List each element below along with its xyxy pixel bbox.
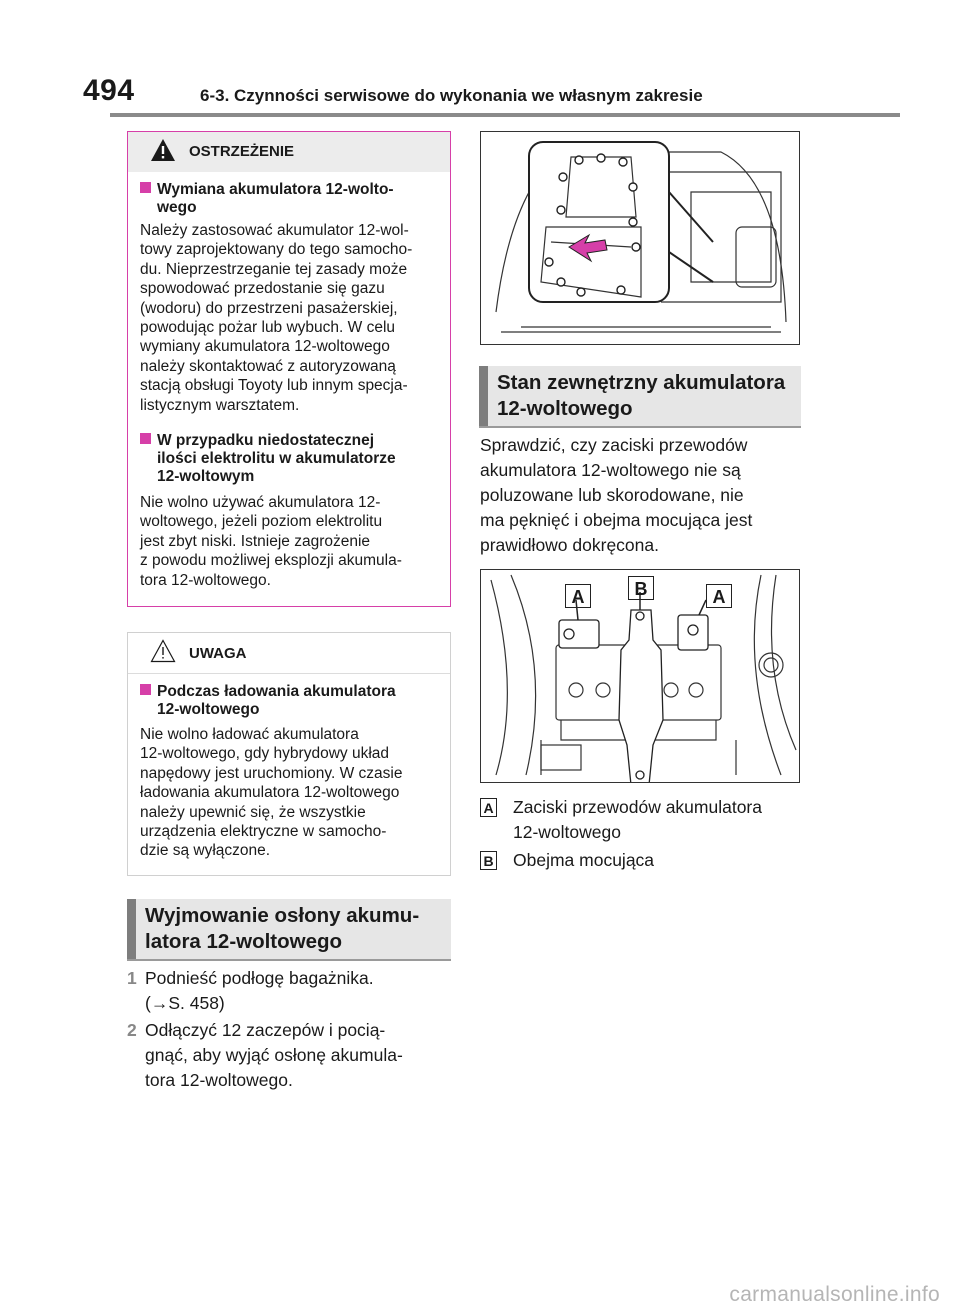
legend-tag: B bbox=[480, 851, 497, 870]
warning-item2-text: Nie wolno używać akumulatora 12- woltowego, jeżeli poziom elektrolitu jest zbyt niski. Istnieje zagrożenie z powodu możliwej eksplozji akumula- tora 12-woltowego. bbox=[140, 494, 402, 589]
removal-heading-rule bbox=[127, 959, 451, 961]
page-number: 494 bbox=[83, 74, 135, 107]
watermark: carmanualsonline.info bbox=[729, 1283, 940, 1306]
figure-label-a: A bbox=[706, 584, 732, 608]
caution-triangle-icon bbox=[150, 639, 176, 663]
warning-triangle-icon bbox=[150, 138, 176, 162]
step-number: 2 bbox=[127, 1020, 137, 1040]
notice-title: UWAGA bbox=[189, 645, 247, 662]
legend-item-b: B Obejma mocująca bbox=[480, 848, 810, 873]
step-number: 1 bbox=[127, 968, 137, 988]
notice-box bbox=[127, 632, 451, 876]
figure-label-b: B bbox=[628, 576, 654, 600]
step-1: 1 Podnieść podłogę bagażnika. (→S. 458) bbox=[127, 968, 374, 1013]
warning-box bbox=[127, 131, 451, 607]
header-divider bbox=[110, 113, 900, 117]
step-2: 2 Odłączyć 12 zaczepów i pocią- gnąć, aby wyjąć osłonę akumula- tora 12-woltowego. bbox=[127, 1020, 403, 1090]
section-title: 6-3. Czynności serwisowe do wykonania we własnym zakresie bbox=[200, 86, 703, 105]
warning-item2-heading: W przypadku niedostatecznej ilości elektrolitu w akumulatorze 12-woltowym bbox=[140, 432, 396, 486]
warning-header bbox=[128, 132, 450, 172]
exterior-heading: Stan zewnętrzny akumulatora 12-woltowego bbox=[479, 366, 801, 426]
exterior-paragraph: Sprawdzić, czy zaciski przewodów akumulatora 12-woltowego nie są poluzowane lub skorodowane, nie ma pęknięć i obejma mocująca jest prawidłowo dokręcona. bbox=[480, 435, 753, 555]
removal-heading: Wyjmowanie osłony akumu- latora 12-woltowego bbox=[127, 899, 451, 959]
bullet-square-icon bbox=[140, 182, 151, 193]
battery-illustration bbox=[481, 570, 799, 782]
warning-item1-heading: Wymiana akumulatora 12-wolto- wego bbox=[140, 181, 394, 217]
exterior-heading-rule bbox=[479, 426, 801, 428]
bullet-square-icon bbox=[140, 433, 151, 444]
legend-tag: A bbox=[480, 798, 497, 817]
notice-item-text: Nie wolno ładować akumulatora 12-woltowego, gdy hybrydowy układ napędowy jest uruchomiony. W czasie ładowania akumulatora 12-woltowego należy upewnić się, że wszystkie urządzenia elektryczne w samocho- dzie są wyłączone. bbox=[140, 726, 403, 860]
trunk-cover-figure bbox=[480, 131, 800, 345]
notice-item-heading: Podczas ładowania akumulatora 12-woltowego bbox=[140, 683, 396, 719]
warning-item1-text: Należy zastosować akumulator 12-wol- towy zaprojektowany do tego samocho- du. Nieprzestrzeganie tej zasady może spowodować przedostanie się gazu (wodoru) do przestrzeni pasażerskiej, powodując pożar lub wybuch. W celu wymiany akumulatora 12-woltowego należy skontaktować z autoryzowaną stacją obsługi Toyoty lub innym specja- listycznym warsztatem. bbox=[140, 222, 413, 414]
battery-figure bbox=[480, 569, 800, 783]
warning-title: OSTRZEŻENIE bbox=[189, 143, 295, 160]
trunk-cover-illustration bbox=[481, 132, 799, 344]
notice-header bbox=[128, 633, 450, 674]
figure-label-a: A bbox=[565, 584, 591, 608]
legend-item-a: A Zaciski przewodów akumulatora 12-woltowego bbox=[480, 795, 810, 845]
bullet-square-icon bbox=[140, 684, 151, 695]
